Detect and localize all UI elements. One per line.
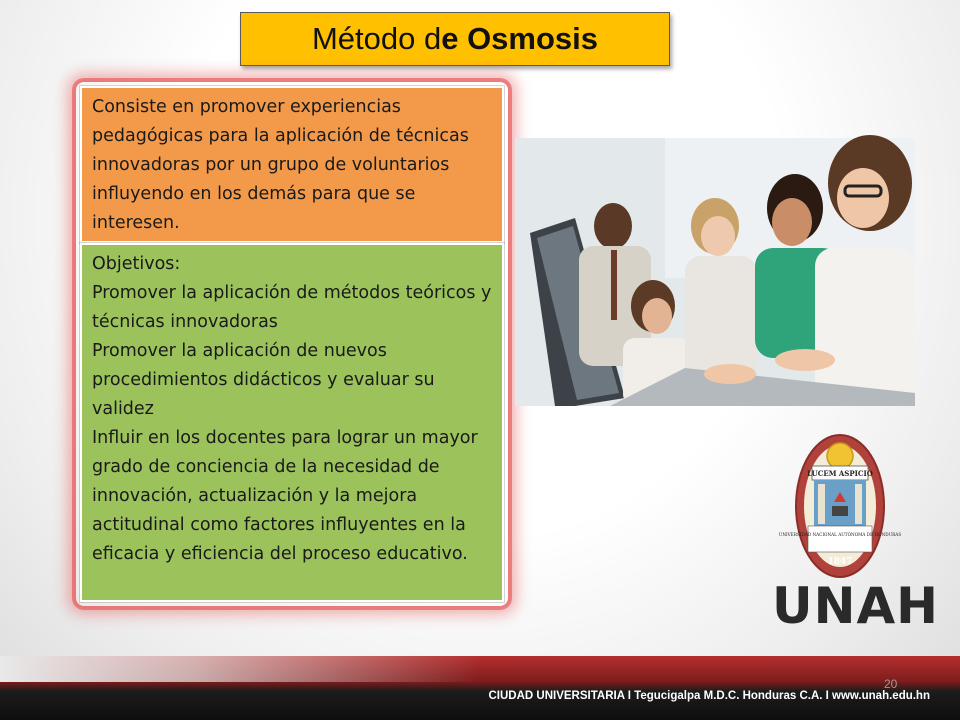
objectives-heading: Objetivos: xyxy=(92,254,181,274)
students-photo xyxy=(515,138,915,406)
slide-title xyxy=(240,12,670,66)
students-photo-illustration xyxy=(515,138,915,406)
slide-title-normal: Método d xyxy=(311,21,442,56)
footer-bar xyxy=(0,656,960,720)
definition-text: Consiste en promover experiencias pedagógicas para la aplicación de técnicas innovadoras por un grupo de voluntarios influyendo en los demás para que se interesen. xyxy=(92,97,469,233)
unah-logo-text: UNAH xyxy=(772,577,939,635)
definition-box xyxy=(80,86,504,243)
slide-title-bold: e Osmosis xyxy=(441,21,599,56)
footer-text: CIUDAD UNIVERSITARIA I Tegucigalpa M.D.C. Honduras C.A. I www.unah.edu.hn xyxy=(488,690,930,702)
seal-ring-text: UNIVERSIDAD NACIONAL AUTÓNOMA DE HONDURAS xyxy=(778,532,902,537)
objective-item-1: Promover la aplicación de métodos teóricos y técnicas innovadoras xyxy=(92,283,492,332)
objective-item-2: Promover la aplicación de nuevos procedimientos didácticos y evaluar su validez xyxy=(92,341,435,419)
objective-item-3: Influir en los docentes para lograr un mayor grado de conciencia de la necesidad de innovación, actualización y la mejora actitudinal como factores influyentes en la eficacia y eficiencia del proceso educativo. xyxy=(92,428,478,564)
seal-motto: LUCEM ASPICIO xyxy=(807,469,873,478)
unah-seal xyxy=(778,432,902,580)
page-number: 20 xyxy=(884,677,898,691)
seal-year: 1847 xyxy=(827,557,853,567)
objectives-box xyxy=(80,243,504,602)
